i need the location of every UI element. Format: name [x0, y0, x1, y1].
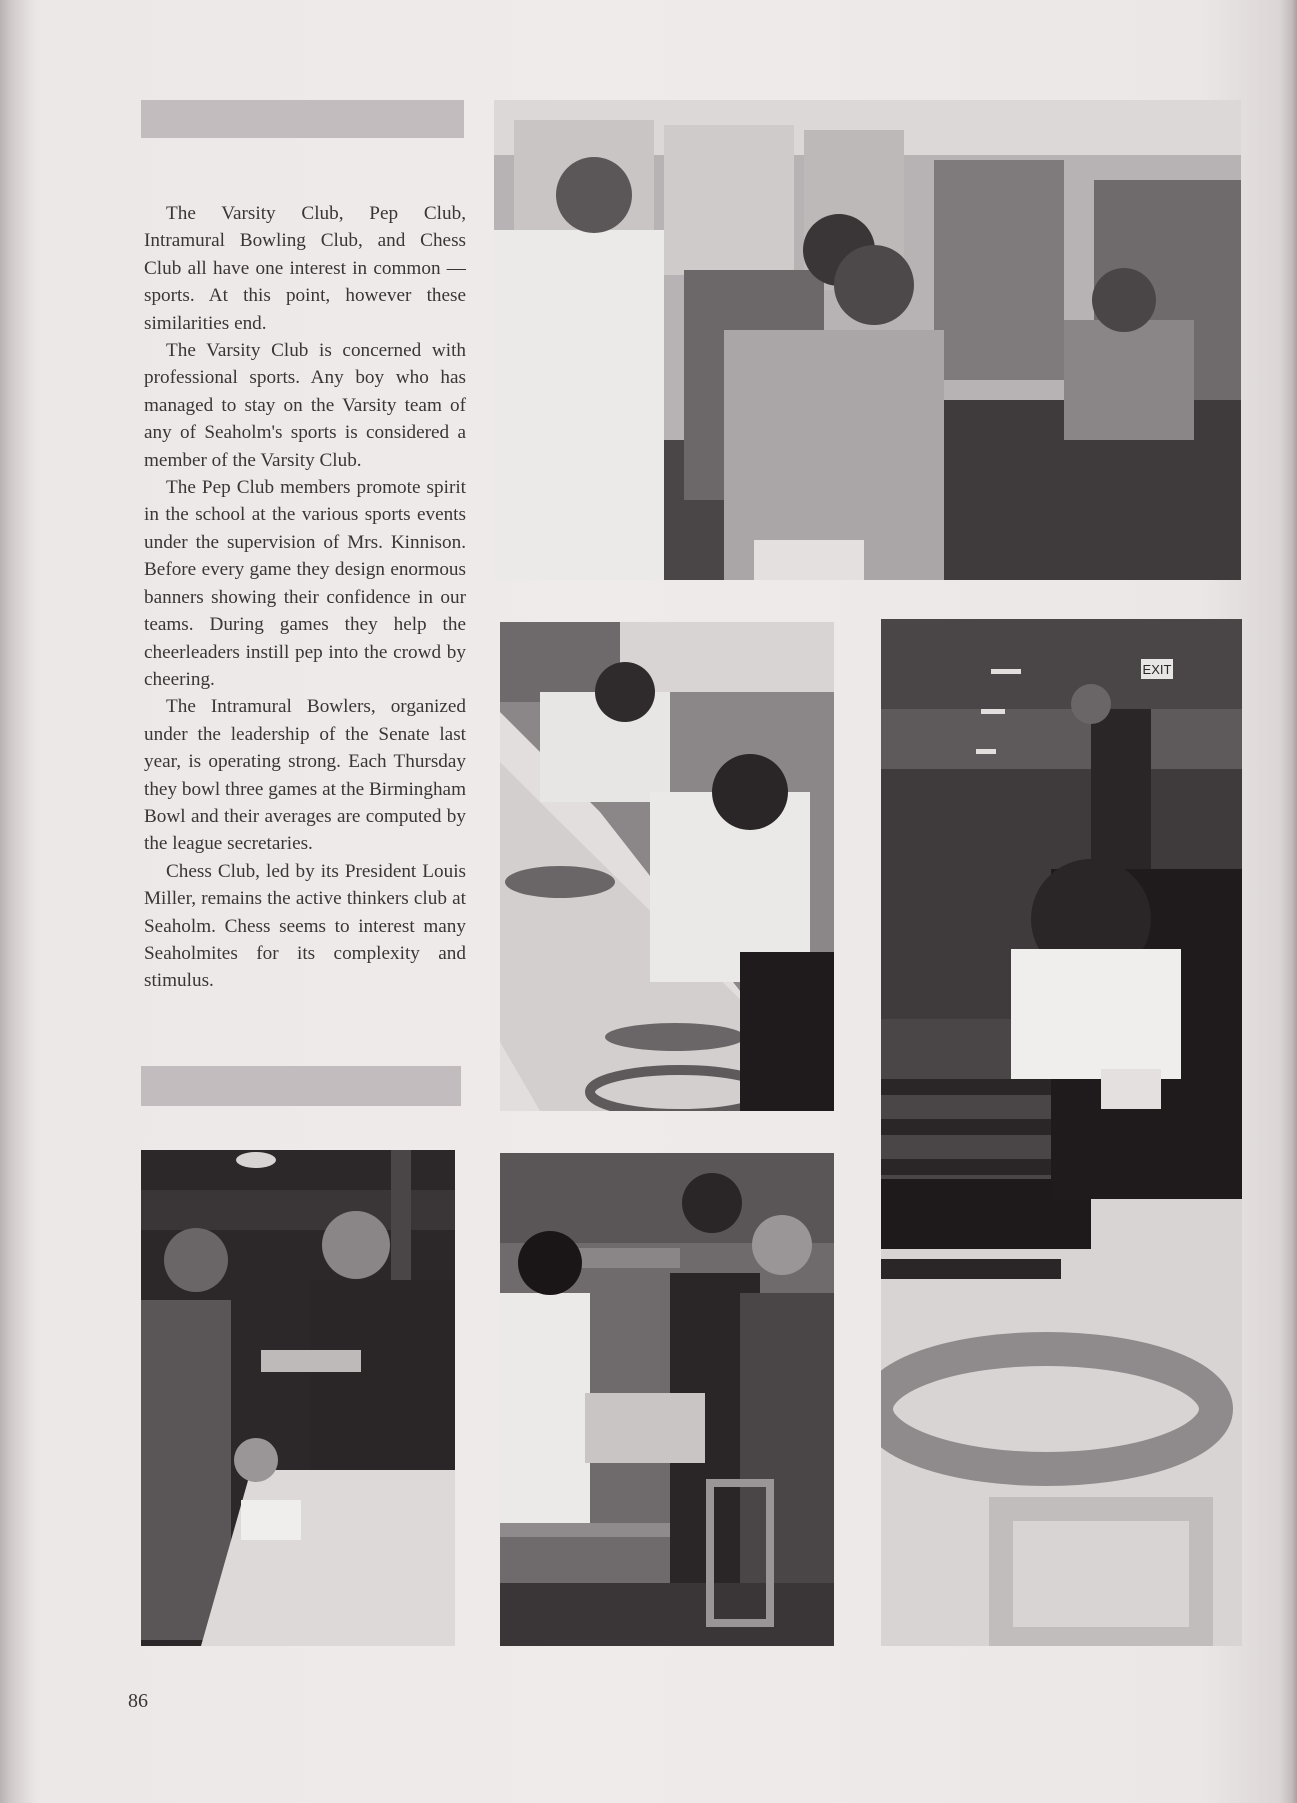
page-number: 86 [128, 1690, 148, 1712]
header-bar-bottom [141, 1066, 461, 1106]
header-bar-top [141, 100, 464, 138]
article-text [144, 200, 466, 995]
paragraph-5: Chess Club, led by its President Louis Miller, remains the active thinkers club at Seaholm. Chess seems to interest many Seaholmites for its complexity and stimulus. [144, 860, 466, 992]
paragraph-3: The Pep Club members promote spirit in the school at the various sports events under the supervision of Mrs. Kinnison. Before every game they design enormous banners showing their confidence in our teams. During games they help the cheerleaders instill pep into the crowd by cheering. [144, 477, 466, 690]
photo-banner-painting [881, 619, 1242, 1646]
paragraph-1: The Varsity Club, Pep Club, Intramural Bowling Club, and Chess Club all have one interest in common — sports. At this point, however these similarities end. [144, 203, 466, 334]
exit-sign: EXIT [1142, 662, 1172, 677]
photo-chess-dinner [141, 1150, 455, 1646]
paragraph-2: The Varsity Club is concerned with professional sports. Any boy who has managed to stay on the Varsity team of any of Seaholm's sports is considered a member of the Varsity Club. [144, 340, 466, 471]
paragraph-4: The Intramural Bowlers, organized under the leadership of the Senate last year, is operating strong. Each Thursday they bowl three games at the Birmingham Bowl and their averages are computed by the league secretaries. [144, 696, 466, 855]
photo-varsity-club [494, 100, 1241, 580]
page-binding-shadow [0, 0, 34, 1803]
photo-pep-club-banner [500, 622, 834, 1111]
photo-intramural-bowlers [500, 1153, 834, 1646]
page-edge-shadow [1279, 0, 1297, 1803]
